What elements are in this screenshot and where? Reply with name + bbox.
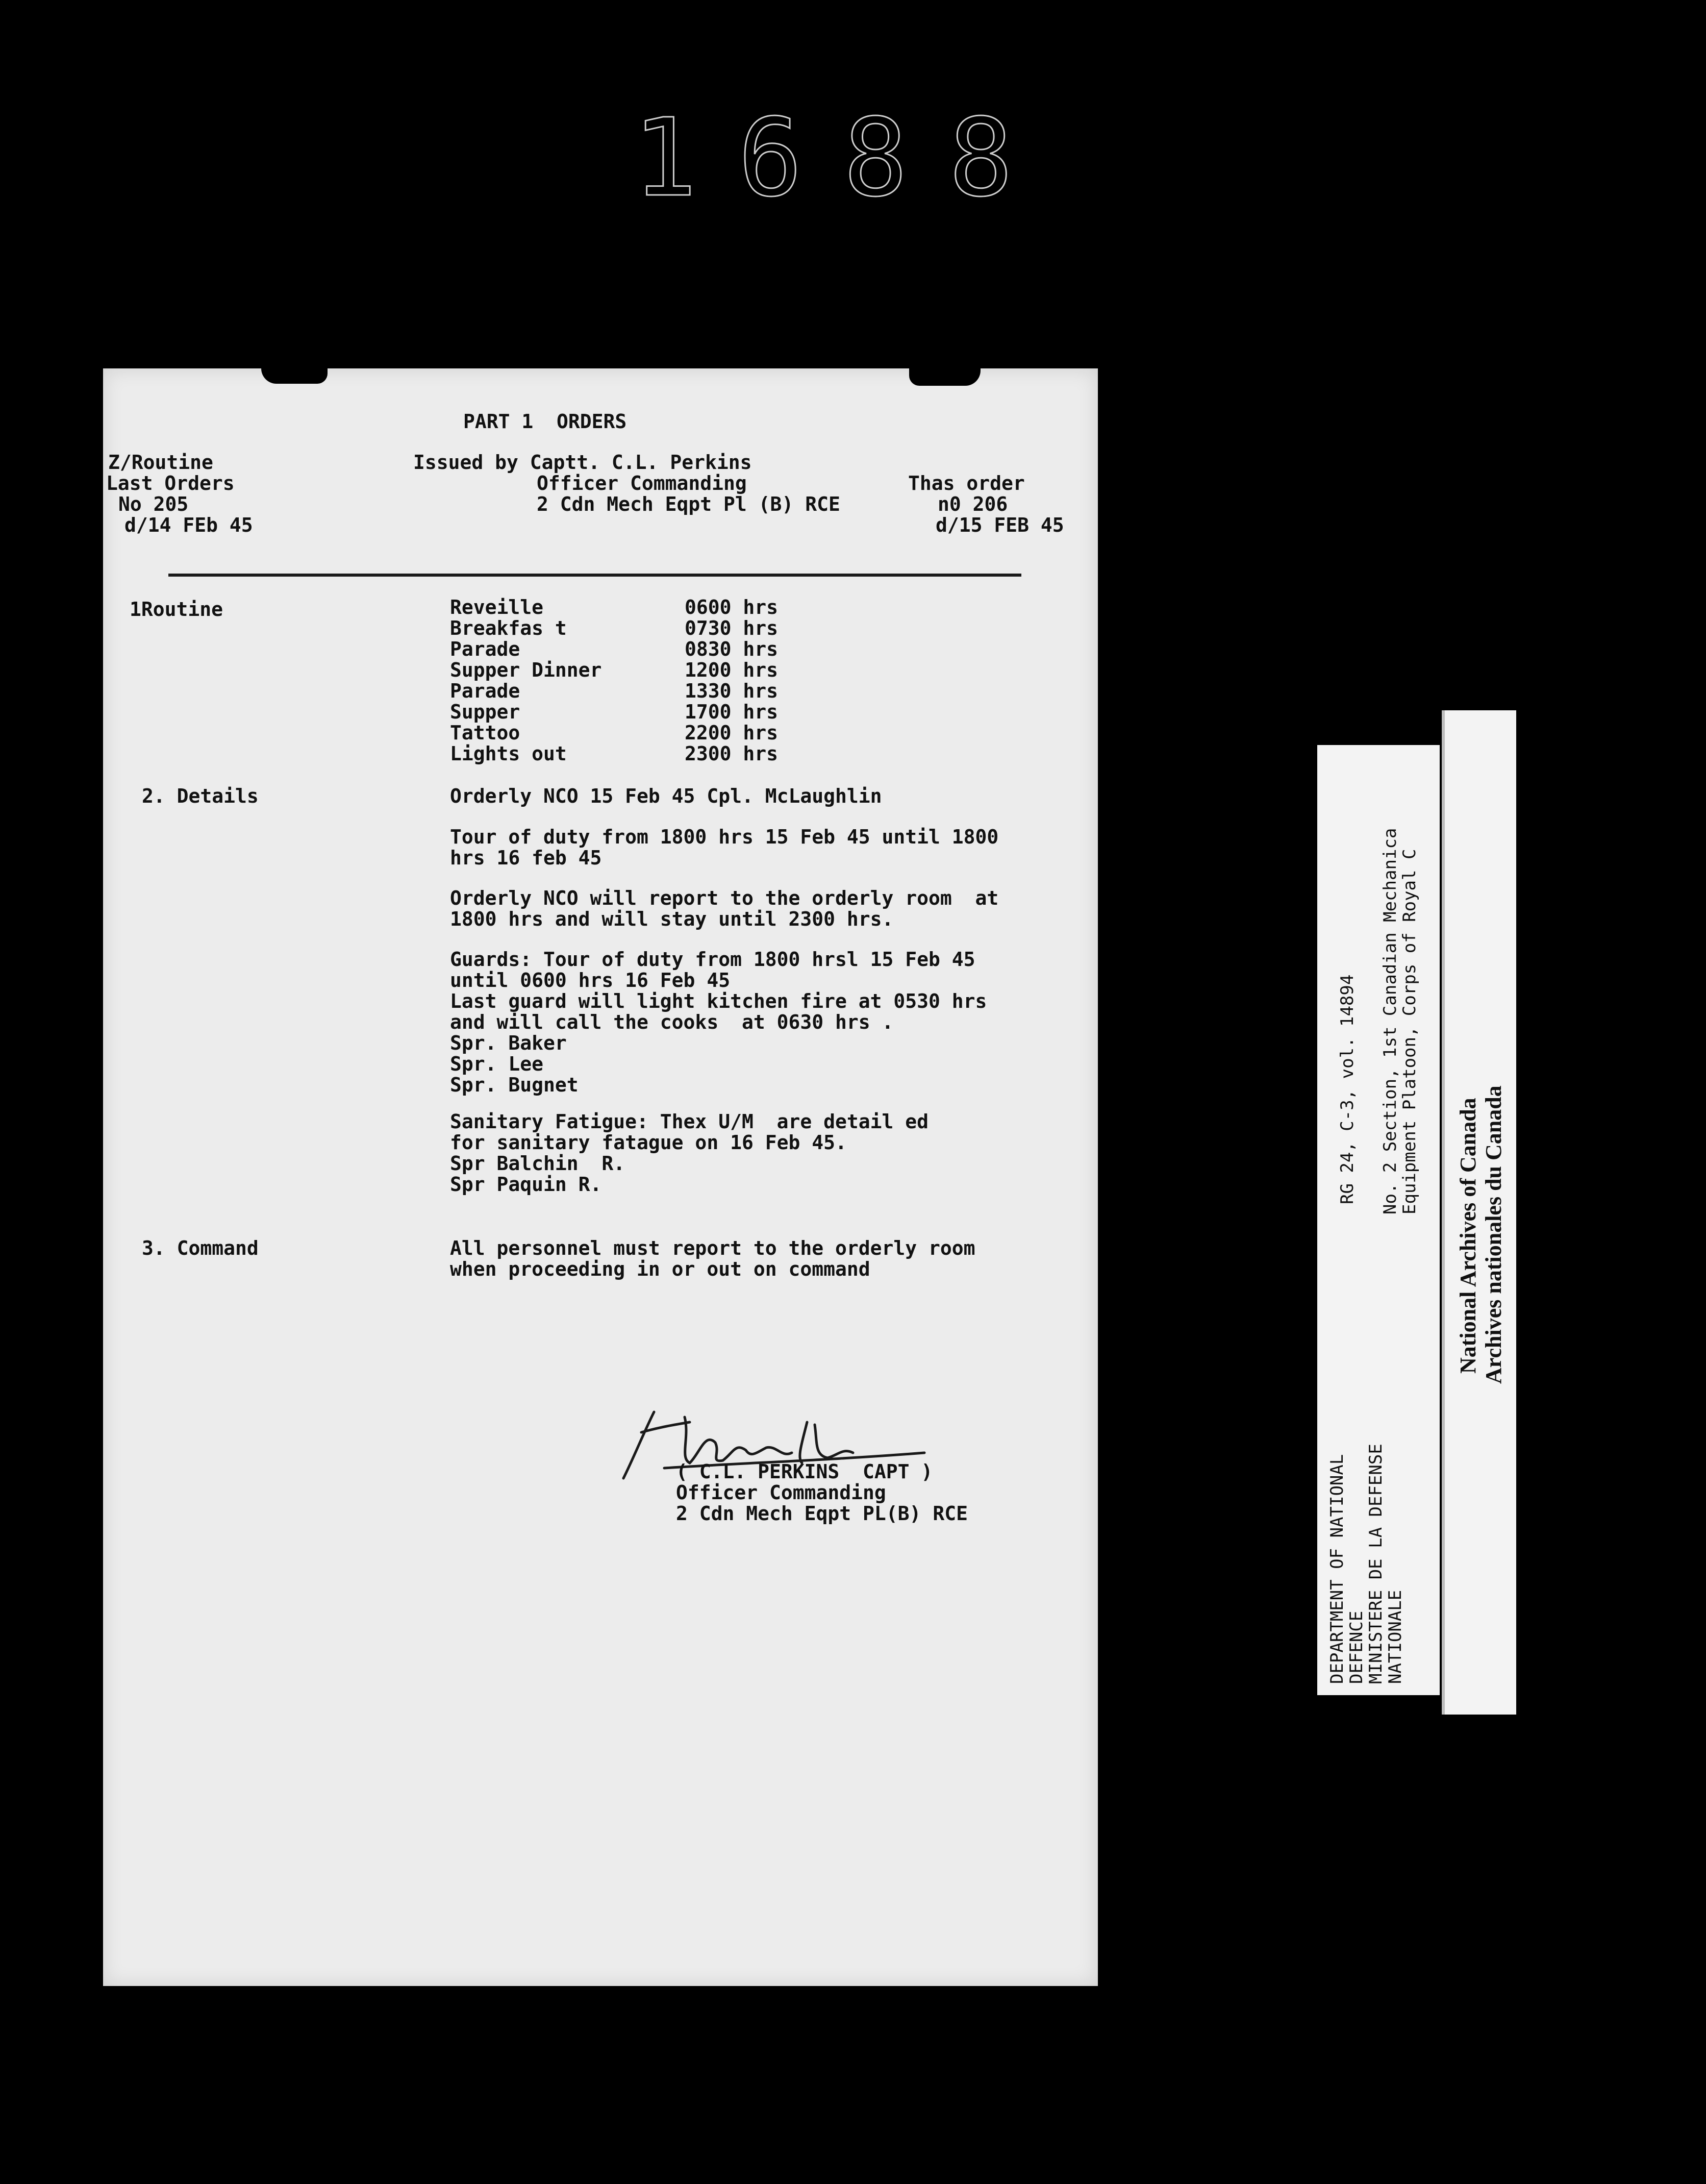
routine-label: 1Routine: [130, 598, 223, 621]
report-line: 1800 hrs and will stay until 2300 hrs.: [450, 908, 894, 930]
command-para: [450, 1238, 975, 1280]
dept-line: DEFENCE: [1346, 1610, 1367, 1684]
this-order-line: Thas order: [908, 472, 1025, 494]
schedule-time: 2200 hrs: [685, 722, 779, 744]
torn-edge-left: [261, 364, 328, 384]
schedule-event: Breakfas t: [450, 617, 567, 639]
document-title: PART 1 ORDERS: [463, 410, 627, 433]
guards-line: and will call the cooks at 0630 hrs .: [450, 1011, 894, 1033]
guards-line: Spr. Bugnet: [450, 1074, 579, 1096]
sanitary-line: Sanitary Fatigue: Thex U/M are detail ed: [450, 1110, 929, 1133]
sanitary-line: for sanitary fatague on 16 Feb 45.: [450, 1131, 847, 1154]
tour-of-duty-para: [450, 827, 998, 868]
torn-edge-right: [909, 364, 981, 386]
guards-line: until 0600 hrs 16 Feb 45: [450, 969, 731, 991]
signature-name: ( C.L. PERKINS CAPT ): [676, 1460, 933, 1483]
signature-block: [676, 1461, 968, 1524]
frame-number: 1688: [633, 95, 1054, 220]
schedule-event: Reveille: [450, 596, 544, 618]
report-line: Orderly NCO will report to the orderly room at: [450, 887, 999, 909]
schedule-event: Lights out: [450, 742, 567, 765]
dept-line: NATIONALE: [1385, 1590, 1406, 1684]
schedule-time: 0600 hrs: [685, 596, 779, 618]
guards-line: Spr. Baker: [450, 1032, 567, 1054]
guards-para: [450, 949, 987, 1096]
schedule-event: Supper Dinner: [450, 659, 602, 681]
unit-line: No. 2 Section, 1st Canadian Mechanica: [1380, 828, 1400, 1214]
report-para: [450, 888, 998, 930]
tour-line: hrs 16 feb 45: [450, 847, 602, 869]
schedule-event: Parade: [450, 680, 520, 702]
guards-line: Guards: Tour of duty from 1800 hrsl 15 Feb 45: [450, 948, 975, 971]
archives-line: National Archives of Canada: [1456, 1098, 1481, 1374]
sanitary-line: Spr Balchin R.: [450, 1152, 625, 1175]
schedule-time: 1700 hrs: [685, 701, 779, 723]
sanitary-line: Spr Paquin R.: [450, 1173, 602, 1196]
dept-line: DEPARTMENT OF NATIONAL: [1327, 1454, 1347, 1684]
guards-line: Last guard will light kitchen fire at 0530 hrs: [450, 990, 987, 1012]
tour-line: Tour of duty from 1800 hrs 15 Feb 45 until 1800: [450, 826, 999, 848]
schedule-time: 1330 hrs: [685, 680, 779, 702]
last-orders-line: Z/Routine: [108, 451, 213, 474]
issued-by-line: Issued by Captt. C.L. Perkins: [413, 451, 752, 474]
schedule-time: 0830 hrs: [685, 638, 779, 660]
document-page: [103, 368, 1098, 1986]
orderly-nco-para: [450, 786, 882, 807]
command-line: All personnel must report to the orderly room: [450, 1237, 975, 1259]
issued-by-line: Officer Commanding: [537, 472, 747, 494]
schedule-event: Parade: [450, 638, 520, 660]
orderly-nco-line: Orderly NCO 15 Feb 45 Cpl. McLaughlin: [450, 785, 882, 807]
this-order-line: d/15 FEB 45: [936, 514, 1064, 536]
schedule-event: Tattoo: [450, 722, 520, 744]
national-archives-label: [1442, 710, 1516, 1715]
sanitary-para: [450, 1111, 929, 1195]
schedule-time: 1200 hrs: [685, 659, 779, 681]
signature-title: Officer Commanding: [676, 1481, 886, 1504]
archives-line: Archives nationales du Canada: [1481, 1085, 1506, 1384]
header-rule: [168, 574, 1021, 577]
dept-line: MINISTERE DE LA DEFENSE: [1366, 1444, 1386, 1684]
unit-line: Equipment Platoon, Corps of Royal C: [1399, 849, 1420, 1214]
last-orders-line: Last Orders: [106, 472, 235, 494]
schedule-event: Supper: [450, 701, 520, 723]
command-line: when proceeding in or out on command: [450, 1258, 870, 1280]
details-label: 2. Details: [142, 785, 259, 807]
reference-line: RG 24, C-3, vol. 14894: [1337, 974, 1358, 1204]
schedule-time: 2300 hrs: [685, 742, 779, 765]
issued-by-line: 2 Cdn Mech Eqpt Pl (B) RCE: [537, 493, 840, 515]
signature-unit: 2 Cdn Mech Eqpt PL(B) RCE: [676, 1502, 968, 1525]
this-order-line: n0 206: [938, 493, 1008, 515]
schedule-time: 0730 hrs: [685, 617, 779, 639]
command-label: 3. Command: [142, 1237, 259, 1259]
last-orders-line: d/14 FEb 45: [124, 514, 253, 536]
last-orders-line: No 205: [118, 493, 189, 515]
archive-reference-label: [1317, 745, 1440, 1695]
guards-line: Spr. Lee: [450, 1053, 544, 1075]
